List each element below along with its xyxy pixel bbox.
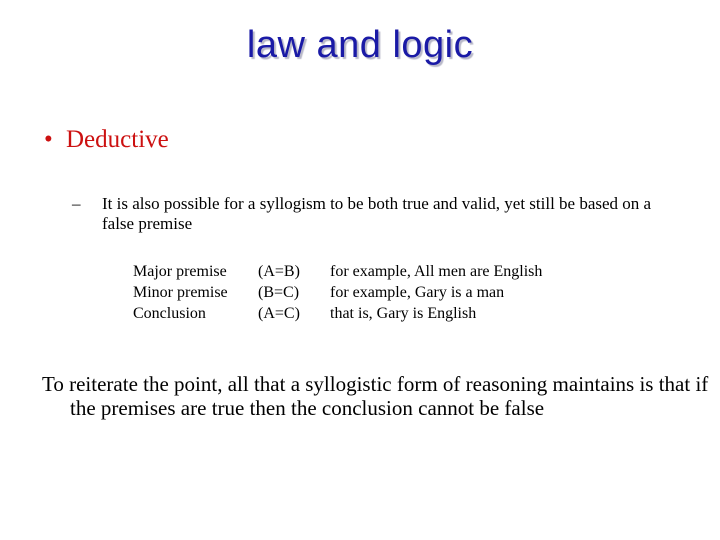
sub-bullet-text: It is also possible for a syllogism to be both true and valid, yet still be based on a false premise xyxy=(102,194,652,233)
bullet-text: Deductive xyxy=(66,126,169,153)
premise-example: for example, Gary is a man xyxy=(330,284,505,301)
premise-label: Conclusion xyxy=(133,305,206,322)
premise-label: Minor premise xyxy=(133,284,228,301)
premise-formula: (B=C) xyxy=(258,284,300,301)
slide-title: law and logic xyxy=(246,24,474,66)
syllogism-table xyxy=(133,261,542,324)
dash-marker: – xyxy=(72,194,81,213)
premise-label: Major premise xyxy=(133,263,227,280)
conclusion-paragraph: To reiterate the point, all that a syllogistic form of reasoning maintains is that if the premises are true then the conclusion cannot be false xyxy=(42,372,709,420)
syllogism-row-major xyxy=(133,261,542,282)
premise-formula: (A=B) xyxy=(258,263,300,280)
bullet-marker: • xyxy=(44,126,53,153)
syllogism-row-conclusion xyxy=(133,303,542,324)
premise-formula: (A=C) xyxy=(258,305,300,322)
sub-bullet xyxy=(72,194,672,234)
bullet-deductive xyxy=(44,126,169,154)
syllogism-row-minor xyxy=(133,282,542,303)
premise-example: for example, All men are English xyxy=(330,263,543,280)
premise-example: that is, Gary is English xyxy=(330,305,477,322)
